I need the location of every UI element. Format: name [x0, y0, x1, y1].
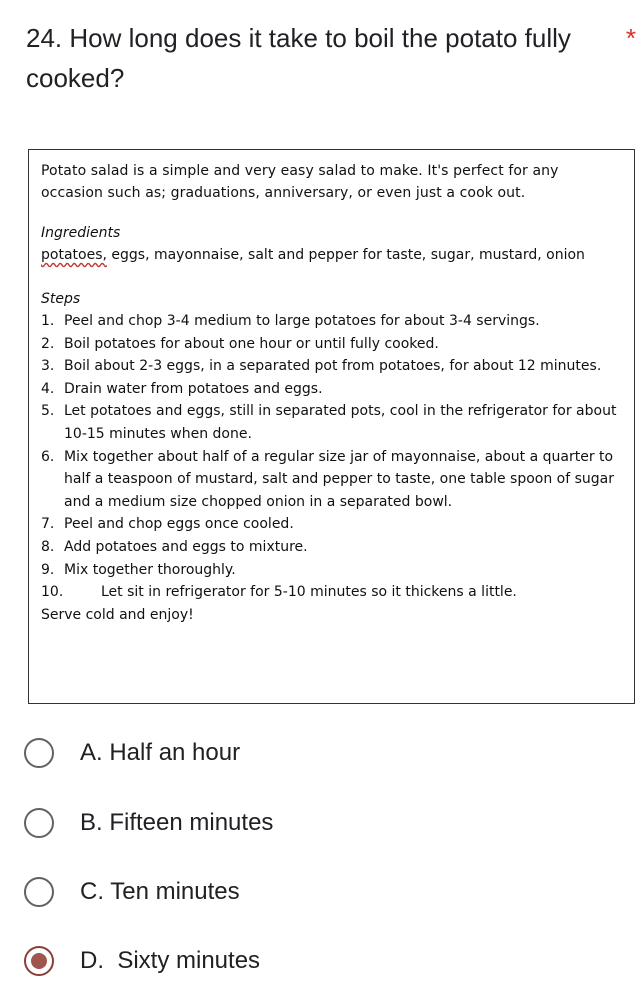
radio-unselected-icon[interactable] [24, 877, 54, 907]
step-text: Let sit in refrigerator for 5-10 minutes so it thickens a little. [101, 584, 517, 601]
step-number: 1. [41, 313, 55, 329]
step-item [41, 400, 622, 445]
radio-selected-icon[interactable] [24, 946, 54, 976]
step-number: 10. [41, 584, 64, 601]
passage-closing: Serve cold and enjoy! [41, 606, 194, 623]
required-asterisk: * [625, 23, 636, 53]
option-a-label[interactable]: A. Half an hour [80, 739, 241, 766]
step-item [41, 310, 622, 333]
step-text: Boil potatoes for about one hour or until fully cooked. [64, 335, 439, 352]
ingredients-list [41, 244, 622, 266]
step-number: 5. [41, 403, 55, 420]
step-number: 4. [41, 380, 55, 397]
radio-unselected-icon[interactable] [24, 808, 54, 838]
step-text: Drain water from potatoes and eggs. [64, 380, 323, 397]
step-text: Add potatoes and eggs to mixture. [64, 538, 308, 555]
passage-intro: Potato salad is a simple and very easy salad to make. It's perfect for any occasion such as; graduations, anniversary, or even just a cook out. [41, 163, 559, 201]
ingredients-rest: eggs, mayonnaise, salt and pepper for taste, sugar, mustard, onion [106, 247, 585, 263]
step-text: Mix together about half of a regular size jar of mayonnaise, about a quarter to half a teaspoon of mustard, salt and pepper to taste, one table spoon of sugar and a medium size chopped onion in a separated bowl. [64, 448, 615, 510]
radio-unselected-icon[interactable] [24, 738, 54, 768]
question-title [26, 18, 636, 98]
step-number: 8. [41, 538, 55, 555]
step-item [41, 355, 622, 378]
option-a[interactable] [24, 733, 584, 773]
step-item [41, 536, 622, 559]
step-text: Peel and chop eggs once cooled. [64, 516, 294, 533]
question-text: 24. How long does it take to boil the potato fully cooked? [26, 23, 571, 93]
option-d-label[interactable]: D. Sixty minutes [80, 947, 261, 974]
step-item [41, 378, 622, 401]
option-d[interactable] [24, 941, 584, 981]
step-number: 3. [41, 358, 55, 375]
step-item [41, 559, 622, 582]
step-text: Let potatoes and eggs, still in separated pots, cool in the refrigerator for about 10-15 minutes when done. [64, 403, 617, 442]
radio-dot-icon [31, 953, 47, 969]
reading-passage-image [28, 149, 635, 704]
steps-heading: Steps [41, 291, 81, 307]
option-b-label[interactable]: B. Fifteen minutes [80, 809, 274, 836]
step-item [41, 333, 622, 356]
step-number: 2. [41, 335, 55, 352]
step-item [41, 581, 622, 604]
step-item [41, 513, 622, 536]
step-item [41, 446, 622, 514]
step-text: Peel and chop 3-4 medium to large potatoes for about 3-4 servings. [64, 313, 540, 329]
step-text: Mix together thoroughly. [64, 561, 236, 578]
option-c-label[interactable]: C. Ten minutes [80, 878, 240, 905]
step-text: Boil about 2-3 eggs, in a separated pot from potatoes, for about 12 minutes. [64, 358, 602, 375]
step-number: 9. [41, 561, 55, 578]
ingredients-heading: Ingredients [41, 225, 121, 241]
steps-list [41, 310, 622, 604]
step-number: 6. [41, 448, 55, 465]
option-b[interactable] [24, 803, 584, 843]
step-number: 7. [41, 516, 55, 533]
spellcheck-word: potatoes, [41, 247, 107, 263]
option-c[interactable] [24, 872, 584, 912]
